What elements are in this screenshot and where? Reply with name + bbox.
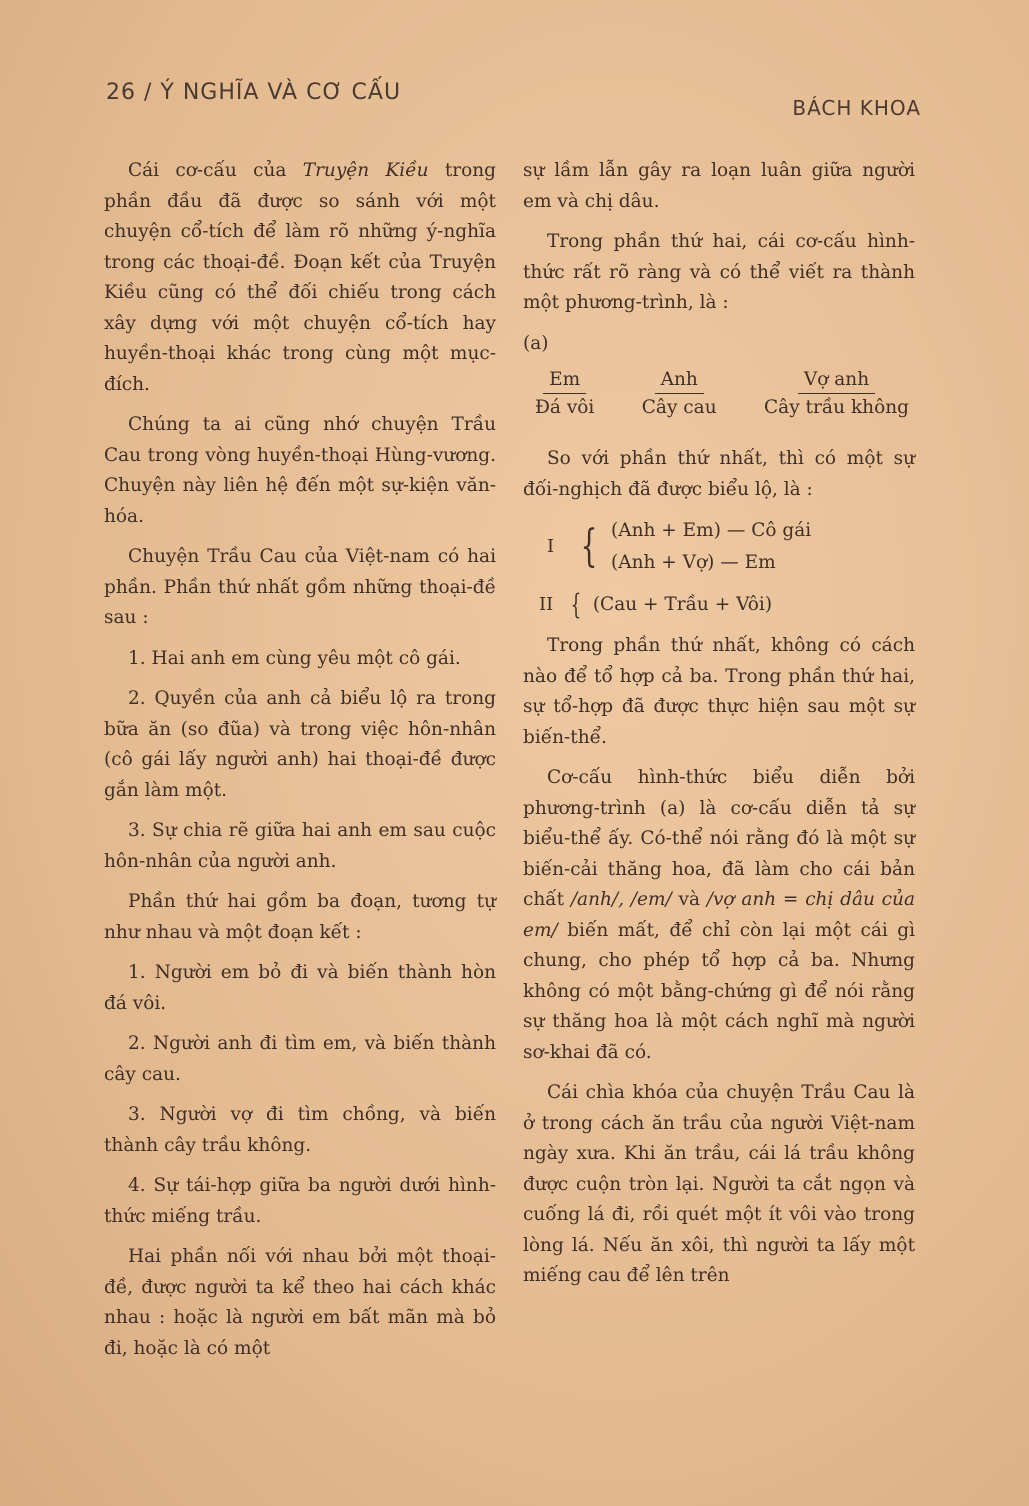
right-column <box>523 156 915 1302</box>
list-item: 4. Sự tái-hợp giữa ba người dưới hình-thức miếng trầu. <box>104 1175 496 1227</box>
fraction-numerator: Anh <box>655 367 704 394</box>
equation-line: (Cau + Trầu + Vôi) <box>592 594 773 615</box>
list-item: 2. Quyền của anh cả biểu lộ ra trong bữa ăn (so đũa) và trong việc hôn-nhân (cô gái lấy người anh) hai thoại-đề được gắn làm một. <box>104 688 496 801</box>
paragraph: Phần thứ hai gồm ba đoạn, tương tự như nhau và một đoạn kết : <box>104 891 496 943</box>
fraction-numerator: Em <box>543 367 586 394</box>
equation-label: (a) <box>523 332 549 354</box>
equation-a <box>529 367 915 422</box>
paragraph: Chúng ta ai cũng nhớ chuyện Trầu Cau trong vòng huyền-thoại Hùng-vương. Chuyện này liên hệ đến một sự-kiện văn-hóa. <box>104 414 496 527</box>
list-item: 3. Sự chia rẽ giữa hai anh em sau cuộc hôn-nhân của người anh. <box>104 820 496 872</box>
paragraph: So với phần thứ nhất, thì có một sự đối-nghịch đã được biểu lộ, là : <box>523 448 915 500</box>
list-item: 2. Người anh đi tìm em, và biến thành cây cau. <box>104 1033 496 1085</box>
equation-line: (Anh + Em) — Cô gái <box>611 520 812 541</box>
book-title: Truyện Kiều <box>302 160 429 181</box>
paragraph: Cơ-cấu hình-thức biểu diễn bởi phương-trình (a) là cơ-cấu diễn tả sự biểu-thể ấy. Có-thể nói rằng đó là một sự biến-cải thăng hoa, đã làm cho cái bản chất /anh/, /em/ và /vợ anh = chị dâu của em/ biến mất, để chỉ còn lại một cái gì chung, cho phép tổ hợp cả ba. Nhưng không có một bằng-chứng gì để nói rằng sự thăng hoa là một cách nghĩ mà người sơ-khai đã có. <box>523 767 915 1063</box>
fraction <box>758 367 915 422</box>
page-header-right: BÁCH KHOA <box>792 96 921 120</box>
paragraph: Cái cơ-cấu của Truyện Kiều trong phần đầu đã được so sánh với một chuyện cổ-tích để làm rõ những ý-nghĩa trong các thoại-đề. Đoạn kết của Truyện Kiều cũng có thể đối chiếu trong cách xây dựng với một chuyện cổ-tích hay huyền-thoại khác trong cùng một mục-đích. <box>104 160 496 395</box>
fraction <box>636 367 723 422</box>
equation-i <box>547 515 915 579</box>
left-column <box>104 156 496 1374</box>
roman-numeral: I <box>547 535 555 557</box>
paragraph: Trong phần thứ hai, cái cơ-cấu hình-thức rất rõ ràng và có thể viết ra thành một phương-trình, là : <box>523 231 915 313</box>
paragraph: Trong phần thứ nhất, không có cách nào để tổ hợp cả ba. Trong phần thứ hai, sự tổ-hợp đã được thực hiện sau một sự biến-thể. <box>523 635 915 748</box>
paragraph: Cái chìa khóa của chuyện Trầu Cau là ở trong cách ăn trầu của người Việt-nam ngày xưa. Khi ăn trầu, cái lá trầu không được cuộn tròn lại. Người ta cắt ngọn và cuống lá đi, rồi quét một ít vôi vào trong lòng lá. Nếu ăn xôi, thì người ta lấy một miếng cau để lên trên <box>523 1082 915 1286</box>
list-item: 1. Hai anh em cùng yêu một cô gái. <box>128 647 461 669</box>
page-header-left: 26 / Ý NGHĨA VÀ CƠ CẤU <box>106 80 402 105</box>
brace-icon: { <box>570 588 582 621</box>
paragraph: Chuyện Trầu Cau của Việt-nam có hai phần. Phần thứ nhất gồm những thoại-đề sau : <box>104 546 496 628</box>
list-item: 3. Người vợ đi tìm chồng, và biến thành cây trầu không. <box>104 1104 496 1156</box>
equation-ii <box>539 589 915 621</box>
paragraph: sự lầm lẫn gây ra loạn luân giữa người em và chị dâu. <box>523 160 915 212</box>
fraction-denominator: Đá vôi <box>535 397 595 418</box>
brace-icon: { <box>580 521 598 572</box>
fraction <box>529 367 600 422</box>
fraction-denominator: Cây trầu không <box>764 397 909 418</box>
fraction-numerator: Vợ anh <box>798 367 875 394</box>
list-item: 1. Người em bỏ đi và biến thành hòn đá vôi. <box>104 962 496 1014</box>
roman-numeral: II <box>539 593 554 615</box>
paragraph: Hai phần nối với nhau bởi một thoại-đề, được người ta kể theo hai cách khác nhau : hoặc là người em bất mãn mà bỏ đi, hoặc là có một <box>104 1246 496 1359</box>
fraction-denominator: Cây cau <box>641 397 717 418</box>
equation-line: (Anh + Vợ) — Em <box>611 552 776 573</box>
